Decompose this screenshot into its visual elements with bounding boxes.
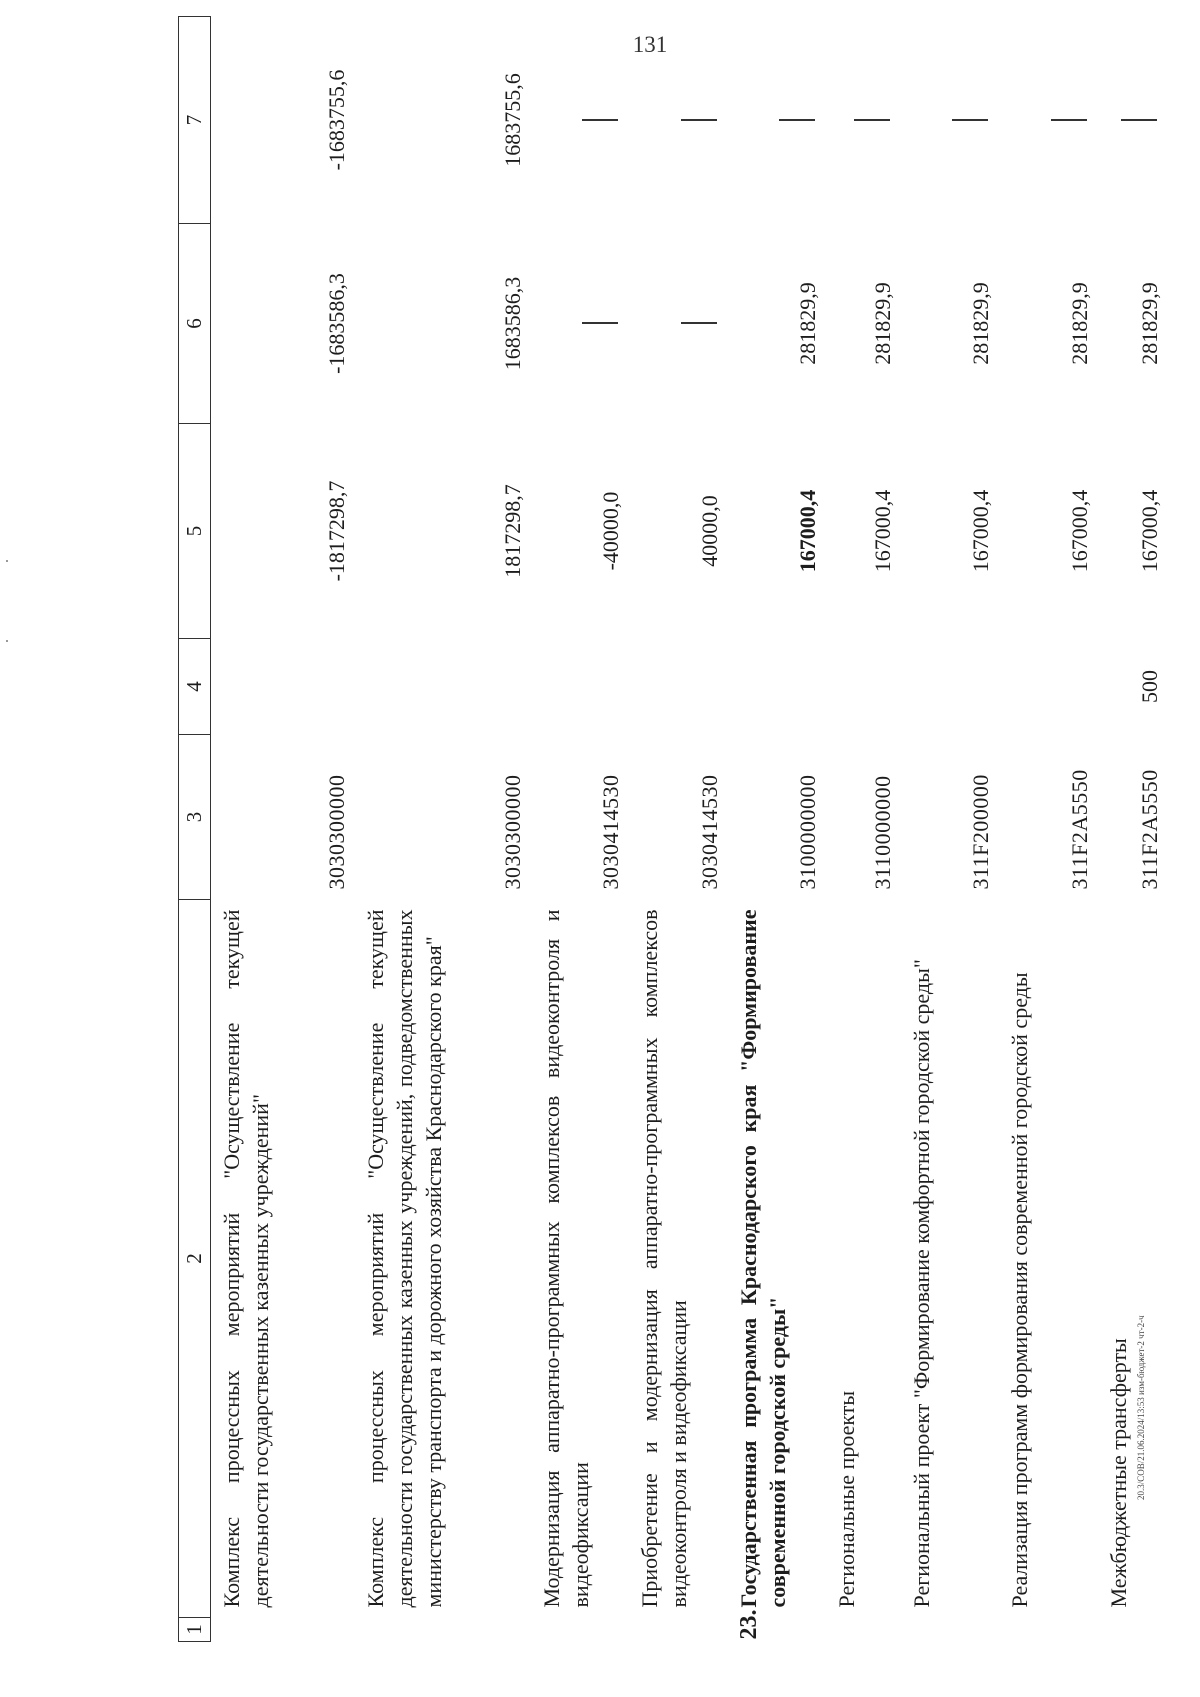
amount-col-7: -1683755,6 [324,69,350,171]
table-row [901,17,999,1642]
amount-col-7 [1098,17,1168,224]
table-body [210,17,1168,1642]
amount-col-5: 167000,4 [1136,489,1162,573]
table-row [728,17,826,1642]
amount-col-6: 281829,9 [1066,282,1092,365]
expense-kind [826,639,901,735]
amount-col-6 [531,224,629,424]
expense-kind [531,639,629,735]
header-cell: 1 [179,1618,211,1642]
row-name: Реализация программ формирования современной городской среды [1007,972,1033,1608]
amount-col-5: 167000,4 [968,489,994,573]
scan-mark [6,560,8,562]
amount-col-5: 40000,0 [696,495,722,567]
row-name: Межбюджетные трансферты [1105,1338,1131,1608]
amount-col-6: 281829,9 [968,282,994,365]
row-name: Региональные проекты [834,1390,860,1608]
row-number [1098,1618,1168,1642]
amount-col-7 [629,17,727,224]
empty-value-dash [582,323,618,325]
row-name: Региональный проект "Формирование комфортной городской среды" [908,959,934,1608]
amount-col-5: -40000,0 [598,491,624,571]
target-article-code: 3110000000 [869,775,895,890]
table-row [210,17,355,1642]
table-row [1098,17,1168,1642]
target-article-code: 3100000000 [795,774,820,890]
expense-kind [355,639,531,735]
amount-col-5: 167000,4 [869,489,895,573]
empty-value-dash [779,119,815,121]
header-cell: 5 [179,424,211,639]
table-row [826,17,901,1642]
empty-value-dash [952,119,988,121]
amount-col-7 [826,17,901,224]
table-row [531,17,629,1642]
header-row [179,17,211,1642]
target-article-code: 3030300000 [499,774,525,890]
row-number [210,1618,355,1642]
row-number [901,1618,999,1642]
amount-col-6: 281829,9 [1136,282,1162,365]
amount-col-5: 1817298,7 [499,484,525,578]
row-number [629,1618,727,1642]
target-article-code: 311F200000 [968,774,994,890]
target-article-code: 3030414530 [598,774,624,890]
budget-table [178,16,1168,1642]
row-number: 23. [735,1609,762,1640]
amount-col-7: 1683755,6 [499,73,525,167]
scan-mark [6,640,8,642]
row-name: Приобретение и модернизация аппаратно-программных комплексов видеоконтроля и видеофиксации [637,909,692,1608]
expense-kind [901,639,999,735]
table-row [629,17,727,1642]
amount-col-6: 281829,9 [795,282,820,365]
amount-col-5: 167000,4 [1066,489,1092,573]
empty-value-dash [582,119,618,121]
expense-kind [728,639,826,735]
header-cell: 3 [179,735,211,900]
header-cell: 2 [179,900,211,1618]
amount-col-5: 167000,4 [795,489,820,573]
empty-value-dash [1051,119,1087,121]
target-article-code: 3030300000 [324,774,350,890]
footer-stamp: 20.3/СОВ/21.06.2024/13:53 изм-бюджет-2 чт-2-ч [1136,1315,1146,1500]
table-row [999,17,1097,1642]
row-name: Комплекс процессных мероприятий "Осуществление текущей деятельности государственных казенных учреждений" [218,909,273,1608]
expense-kind [999,639,1097,735]
header-cell: 4 [179,639,211,735]
amount-col-6: 1683586,3 [499,276,525,371]
empty-value-dash [1121,119,1157,121]
row-number [531,1618,629,1642]
header-cell: 7 [179,17,211,224]
amount-col-6: -1683586,3 [324,273,350,374]
page-number: 131 [632,32,668,57]
amount-col-7 [531,17,629,224]
amount-col-7 [901,17,999,224]
amount-col-7 [999,17,1097,224]
amount-col-6: 281829,9 [869,282,895,365]
row-name: Государственная программа Краснодарского края "Формирование современной городской среды" [735,909,790,1608]
expense-kind [210,639,355,735]
target-article-code: 3030414530 [696,774,722,890]
empty-value-dash [681,323,717,325]
target-article-code: 311F2A5550 [1066,769,1092,890]
amount-col-7 [728,17,826,224]
amount-col-6 [629,224,727,424]
row-number [826,1618,901,1642]
expense-kind: 500 [1136,670,1162,703]
row-number [355,1618,531,1642]
empty-value-dash [681,119,717,121]
row-number [999,1618,1097,1642]
expense-kind [629,639,727,735]
empty-value-dash [854,119,890,121]
row-name: Комплекс процессных мероприятий "Осуществление текущей деятельности государственных казенных учреждений, подведомственных министерству транспорта и дорожного хозяйства Краснодарского края" [363,909,447,1608]
row-name: Модернизация аппаратно-программных комплексов видеоконтроля и видеофиксации [538,909,593,1608]
amount-col-5: -1817298,7 [324,480,350,582]
header-cell: 6 [179,224,211,424]
table-row [355,17,531,1642]
target-article-code: 311F2A5550 [1136,769,1162,890]
